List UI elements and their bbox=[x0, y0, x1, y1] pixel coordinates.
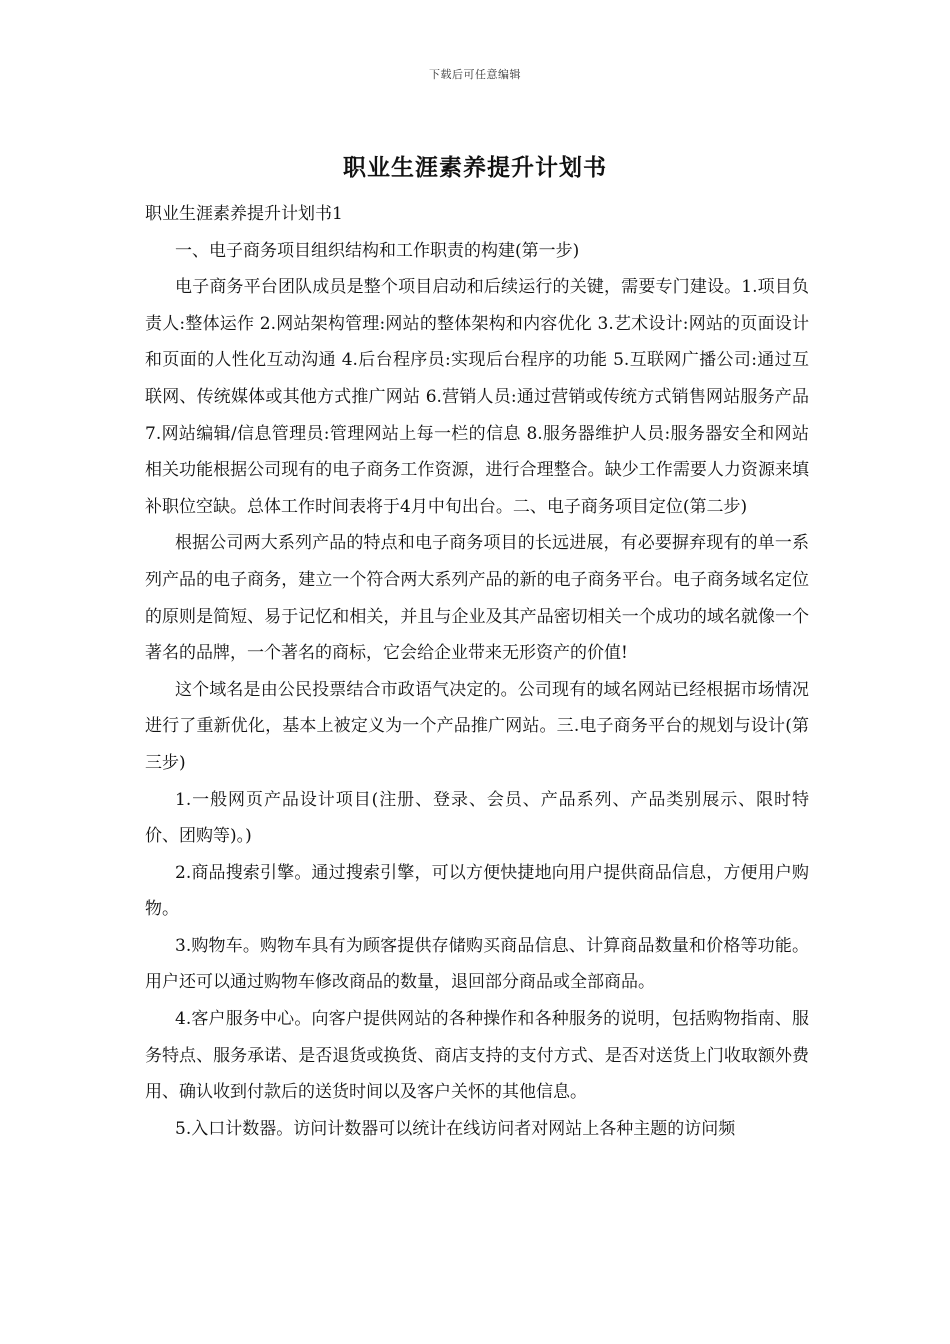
paragraph: 一、电子商务项目组织结构和工作职责的构建(第一步) bbox=[175, 240, 580, 261]
paragraph: 这个域名是由公民投票结合市政语气决定的。公司现有的域名网站已经根据市场情况进行了重新优化，基本上被定义为一个产品推广网站。三.电子商务平台的规划与设计(第三步) bbox=[145, 679, 809, 773]
paragraph: 2.商品搜索引擎。通过搜索引擎，可以方便快捷地向用户提供商品信息，方便用户购物。 bbox=[145, 862, 809, 920]
paragraph: 3.购物车。购物车具有为顾客提供存储购买商品信息、计算商品数量和价格等功能。用户还可以通过购物车修改商品的数量，退回部分商品或全部商品。 bbox=[145, 935, 809, 993]
paragraph: 4.客户服务中心。向客户提供网站的各种操作和各种服务的说明，包括购物指南、服务特点、服务承诺、是否退货或换货、商店支持的支付方式、是否对送货上门收取额外费用、确认收到付款后的送货时间以及客户关怀的其他信息。 bbox=[145, 1009, 809, 1103]
page-header-note: 下载后可任意编辑 bbox=[429, 68, 521, 81]
paragraph: 1.一般网页产品设计项目(注册、登录、会员、产品系列、产品类别展示、限时特价、团购等)。) bbox=[145, 789, 809, 847]
section-heading: 职业生涯素养提升计划书1 bbox=[145, 204, 343, 224]
paragraph: 根据公司两大系列产品的特点和电子商务项目的长远进展，有必要摒弃现有的单一系列产品的电子商务，建立一个符合两大系列产品的新的电子商务平台。电子商务域名定位的原则是简短、易于记忆和相关，并且与企业及其产品密切相关一个成功的域名就像一个著名的品牌，一个著名的商标，它会给企业带来无形资产的价值! bbox=[145, 533, 809, 664]
paragraph: 5.入口计数器。访问计数器可以统计在线访问者对网站上各种主题的访问频 bbox=[175, 1118, 736, 1139]
paragraph: 电子商务平台团队成员是整个项目启动和后续运行的关键，需要专门建设。1.项目负责人:整体运作 2.网站架构管理:网站的整体架构和内容优化 3.艺术设计:网站的页面设计和页面的人性化互动沟通 4.后台程序员:实现后台程序的功能 5.互联网广播公司:通过互联网、传统媒体或其他方式推广网站 6.营销人员:通过营销或传统方式销售网站服务产品 7.网站编辑/信息管理员:管理网站上每一栏的信息 8.服务器维护人员:服务器安全和网站相关功能根据公司现有的电子商务工作资源，进行合理整合。缺少工作需要人力资源来填补职位空缺。总体工作时间表将于4月中旬出台。二、电子商务项目定位(第二步) bbox=[145, 277, 809, 517]
document-title: 职业生涯素养提升计划书 bbox=[343, 154, 607, 181]
document-body bbox=[145, 196, 809, 1147]
